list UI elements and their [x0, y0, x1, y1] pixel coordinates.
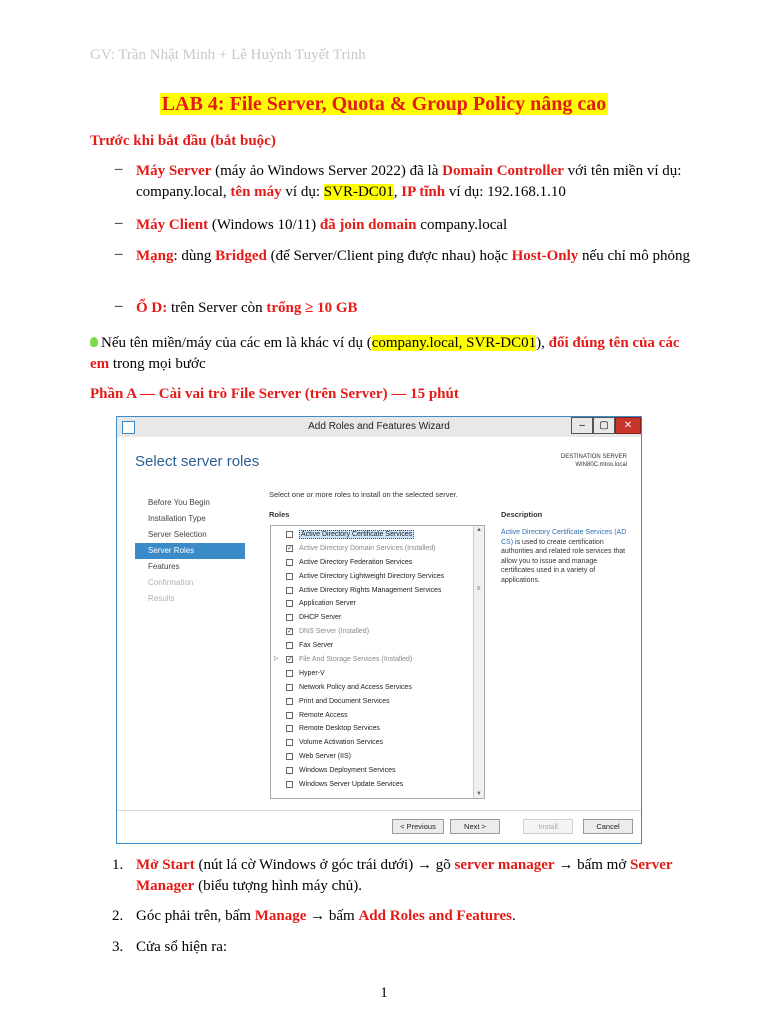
checkbox[interactable] — [286, 739, 293, 746]
text: (nút lá cờ Windows ở góc trái dưới) → gõ — [194, 857, 455, 873]
term-add-roles: Add Roles and Features — [358, 908, 512, 924]
role-item[interactable] — [271, 667, 484, 681]
term-search: server manager — [454, 857, 555, 873]
next-button[interactable]: Next > — [450, 819, 500, 834]
role-label: Print and Document Services — [299, 697, 390, 705]
expand-arrow-icon[interactable]: ▷ — [274, 656, 279, 663]
role-item[interactable] — [271, 736, 484, 750]
role-label: Hyper-V — [299, 669, 325, 677]
checkbox[interactable] — [286, 600, 293, 607]
lab-title — [0, 93, 768, 116]
wizard-title-bar: Add Roles and Features Wizard — [117, 417, 641, 437]
install-button: Install — [523, 819, 573, 834]
role-item[interactable] — [271, 570, 484, 584]
lab-title-text: LAB 4: File Server, Quota & Group Policy nâng cao — [161, 93, 607, 115]
checkbox[interactable] — [286, 642, 293, 649]
checkbox[interactable] — [286, 628, 293, 635]
description-label: Description — [501, 510, 543, 519]
text: (để Server/Client ping được nhau) hoặc — [266, 248, 512, 264]
term-rename: đổi đúng tên của các em — [90, 335, 680, 372]
text: , — [393, 184, 402, 200]
text: Góc phải trên, bấm — [136, 908, 255, 924]
nav-before-you-begin[interactable]: Before You Begin — [148, 498, 210, 507]
role-label: Fax Server — [299, 642, 334, 650]
role-label: Windows Server Update Services — [299, 781, 404, 789]
highlight-names: company.local, SVR-DC01 — [371, 335, 537, 351]
role-item[interactable] — [271, 778, 484, 792]
role-label: DNS Server (Installed) — [299, 628, 370, 636]
checkbox[interactable] — [286, 712, 293, 719]
lightbulb-icon — [90, 337, 98, 347]
role-label: Active Directory Certificate Services — [301, 531, 413, 538]
text: Nếu tên miền/máy của các em là khác ví dụ ( — [101, 335, 372, 351]
wizard-window — [116, 416, 642, 844]
nav-server-roles[interactable]: Server Roles — [135, 543, 245, 559]
checkbox[interactable] — [286, 781, 293, 788]
role-item[interactable] — [271, 695, 484, 709]
text: ví dụ: — [281, 184, 324, 200]
roles-scrollbar[interactable] — [473, 526, 484, 798]
text: (Windows 10/11) — [208, 217, 320, 233]
role-label: Active Directory Domain Services (Installed) — [299, 544, 436, 552]
term-free: trống ≥ 10 GB — [266, 300, 358, 316]
description-text — [501, 528, 631, 585]
role-item[interactable] — [271, 764, 484, 778]
role-item[interactable] — [271, 542, 484, 556]
prereq-heading: Trước khi bắt đầu (bắt buộc) — [90, 133, 276, 149]
step-number: 1. — [112, 857, 124, 873]
term-hostonly: Host-Only — [511, 248, 579, 264]
role-label: Web Server (IIS) — [299, 753, 351, 761]
prereq-bullet-server — [115, 161, 682, 200]
text: company.local — [416, 217, 508, 233]
prereq-bullet-client — [115, 215, 508, 233]
role-label: Remote Desktop Services — [299, 725, 380, 733]
text: ), — [536, 335, 549, 351]
checkbox[interactable] — [286, 614, 293, 621]
scroll-down-icon[interactable]: ▼ — [476, 791, 482, 797]
prereq-bullet-network — [115, 246, 690, 264]
maximize-button[interactable]: ▢ — [593, 417, 615, 434]
nav-features[interactable]: Features — [148, 562, 180, 571]
role-item[interactable] — [271, 611, 484, 625]
nav-installation-type[interactable]: Installation Type — [148, 514, 206, 523]
role-label: Active Directory Rights Management Services — [299, 586, 442, 594]
role-label: Volume Activation Services — [299, 739, 384, 747]
step-number: 3. — [112, 939, 124, 955]
checkbox[interactable] — [286, 698, 293, 705]
text: : dùng — [173, 248, 216, 264]
text: → bấm mở — [554, 857, 631, 873]
wizard-heading: Select server roles — [135, 453, 260, 470]
role-item[interactable] — [271, 681, 484, 695]
role-item[interactable] — [271, 722, 484, 736]
checkbox[interactable] — [286, 545, 293, 552]
text: (máy ảo Windows Server 2022) đã là — [211, 163, 443, 179]
role-label: DHCP Server — [299, 614, 342, 622]
bullet-text — [136, 246, 698, 267]
text: → bấm — [306, 908, 359, 924]
text: nếu chỉ mô phỏng — [578, 248, 690, 264]
checkbox[interactable] — [286, 753, 293, 760]
term-bridged: Bridged — [215, 248, 267, 264]
bullet-dash: – — [115, 298, 123, 314]
step-number: 2. — [112, 908, 124, 924]
step-text — [136, 937, 686, 958]
bullet-text — [136, 298, 698, 319]
cancel-button[interactable]: Cancel — [583, 819, 633, 834]
text: . — [511, 908, 516, 924]
role-label: File And Storage Services (Installed) — [299, 656, 413, 664]
prereq-bullet-disk — [115, 298, 358, 316]
step-text — [136, 906, 686, 927]
role-item[interactable] — [271, 639, 484, 653]
role-label: Active Directory Lightweight Directory Services — [299, 572, 445, 580]
checkbox[interactable] — [286, 670, 293, 677]
role-item[interactable] — [271, 653, 484, 667]
role-item[interactable] — [271, 597, 484, 611]
text: Cửa sổ hiện ra: — [136, 939, 228, 955]
page-header: GV: Trần Nhật Minh + Lê Huỳnh Tuyết Trinh — [90, 47, 366, 63]
destination-label: DESTINATION SERVER — [560, 454, 627, 460]
term-ip: IP tĩnh — [401, 184, 446, 200]
text: ví dụ: 192.168.1.10 — [445, 184, 566, 200]
destination-name: WIN80C.mtoo.local — [575, 462, 627, 468]
nav-confirmation: Confirmation — [148, 578, 194, 587]
part-a-heading: Phần A — Cài vai trò File Server (trên Server) — 15 phút — [90, 386, 459, 402]
role-item[interactable] — [271, 584, 484, 598]
bullet-dash: – — [115, 161, 123, 177]
checkbox[interactable] — [286, 767, 293, 774]
role-item[interactable] — [271, 556, 484, 570]
term-drive: Ổ D: — [136, 300, 168, 316]
footer-divider — [117, 810, 641, 811]
term-client: Máy Client — [136, 217, 209, 233]
wizard-nav — [117, 495, 245, 607]
checkbox[interactable] — [286, 531, 293, 538]
step-text — [136, 855, 686, 897]
term-dc: Domain Controller — [442, 163, 564, 179]
bullet-text — [136, 161, 698, 203]
scroll-thumb[interactable]: ≡ — [476, 586, 481, 592]
highlight-hostname: SVR-DC01 — [323, 184, 394, 200]
roles-list[interactable] — [270, 525, 485, 799]
page-number: 1 — [380, 985, 388, 1001]
bullet-text — [136, 215, 698, 236]
destination-server — [497, 453, 627, 469]
wizard-app-icon — [122, 421, 135, 434]
text: trong mọi bước — [109, 356, 206, 372]
bullet-dash: – — [115, 215, 123, 231]
close-button[interactable]: ✕ — [615, 417, 641, 434]
description-link[interactable]: Active Directory Certificate Services (AD CS) — [501, 529, 627, 546]
note-paragraph — [90, 333, 680, 375]
previous-button[interactable]: < Previous — [392, 819, 444, 834]
role-label: Application Server — [299, 600, 356, 608]
description-body: is used to create certification authorities and related role services that allow you to issue and manage certificates used in a variety of applications. — [501, 538, 626, 584]
nav-server-selection[interactable]: Server Selection — [148, 530, 207, 539]
text: trên Server còn — [167, 300, 267, 316]
checkbox[interactable] — [286, 725, 293, 732]
nav-results: Results — [148, 594, 175, 603]
term-manage: Manage — [254, 908, 307, 924]
instruction-text: Select one or more roles to install on the selected server. — [269, 490, 458, 499]
checkbox[interactable] — [286, 559, 293, 566]
term-start: Mở Start — [136, 857, 195, 873]
text: với tên miền ví dụ: company.local, — [136, 163, 682, 200]
scroll-up-icon[interactable]: ▲ — [476, 527, 482, 533]
term-server: Máy Server — [136, 163, 212, 179]
checkbox[interactable] — [286, 656, 293, 663]
checkbox[interactable] — [286, 587, 293, 594]
term-hostname: tên máy — [230, 184, 282, 200]
role-item[interactable] — [271, 528, 484, 542]
checkbox[interactable] — [286, 684, 293, 691]
role-label: Active Directory Federation Services — [299, 558, 413, 566]
checkbox[interactable] — [286, 573, 293, 580]
term-network: Mạng — [136, 248, 174, 264]
roles-label: Roles — [269, 510, 290, 519]
role-item[interactable] — [271, 709, 484, 723]
role-label: Remote Access — [299, 711, 348, 719]
bullet-dash: – — [115, 246, 123, 262]
role-label: Network Policy and Access Services — [299, 683, 412, 691]
role-label: Windows Deployment Services — [299, 767, 396, 775]
role-item[interactable] — [271, 750, 484, 764]
role-item[interactable] — [271, 625, 484, 639]
minimize-button[interactable]: – — [571, 417, 593, 434]
term-server-manager: Server Manager — [136, 857, 673, 894]
text: (biểu tượng hình máy chủ). — [194, 878, 363, 894]
term-joined: đã join domain — [319, 217, 417, 233]
